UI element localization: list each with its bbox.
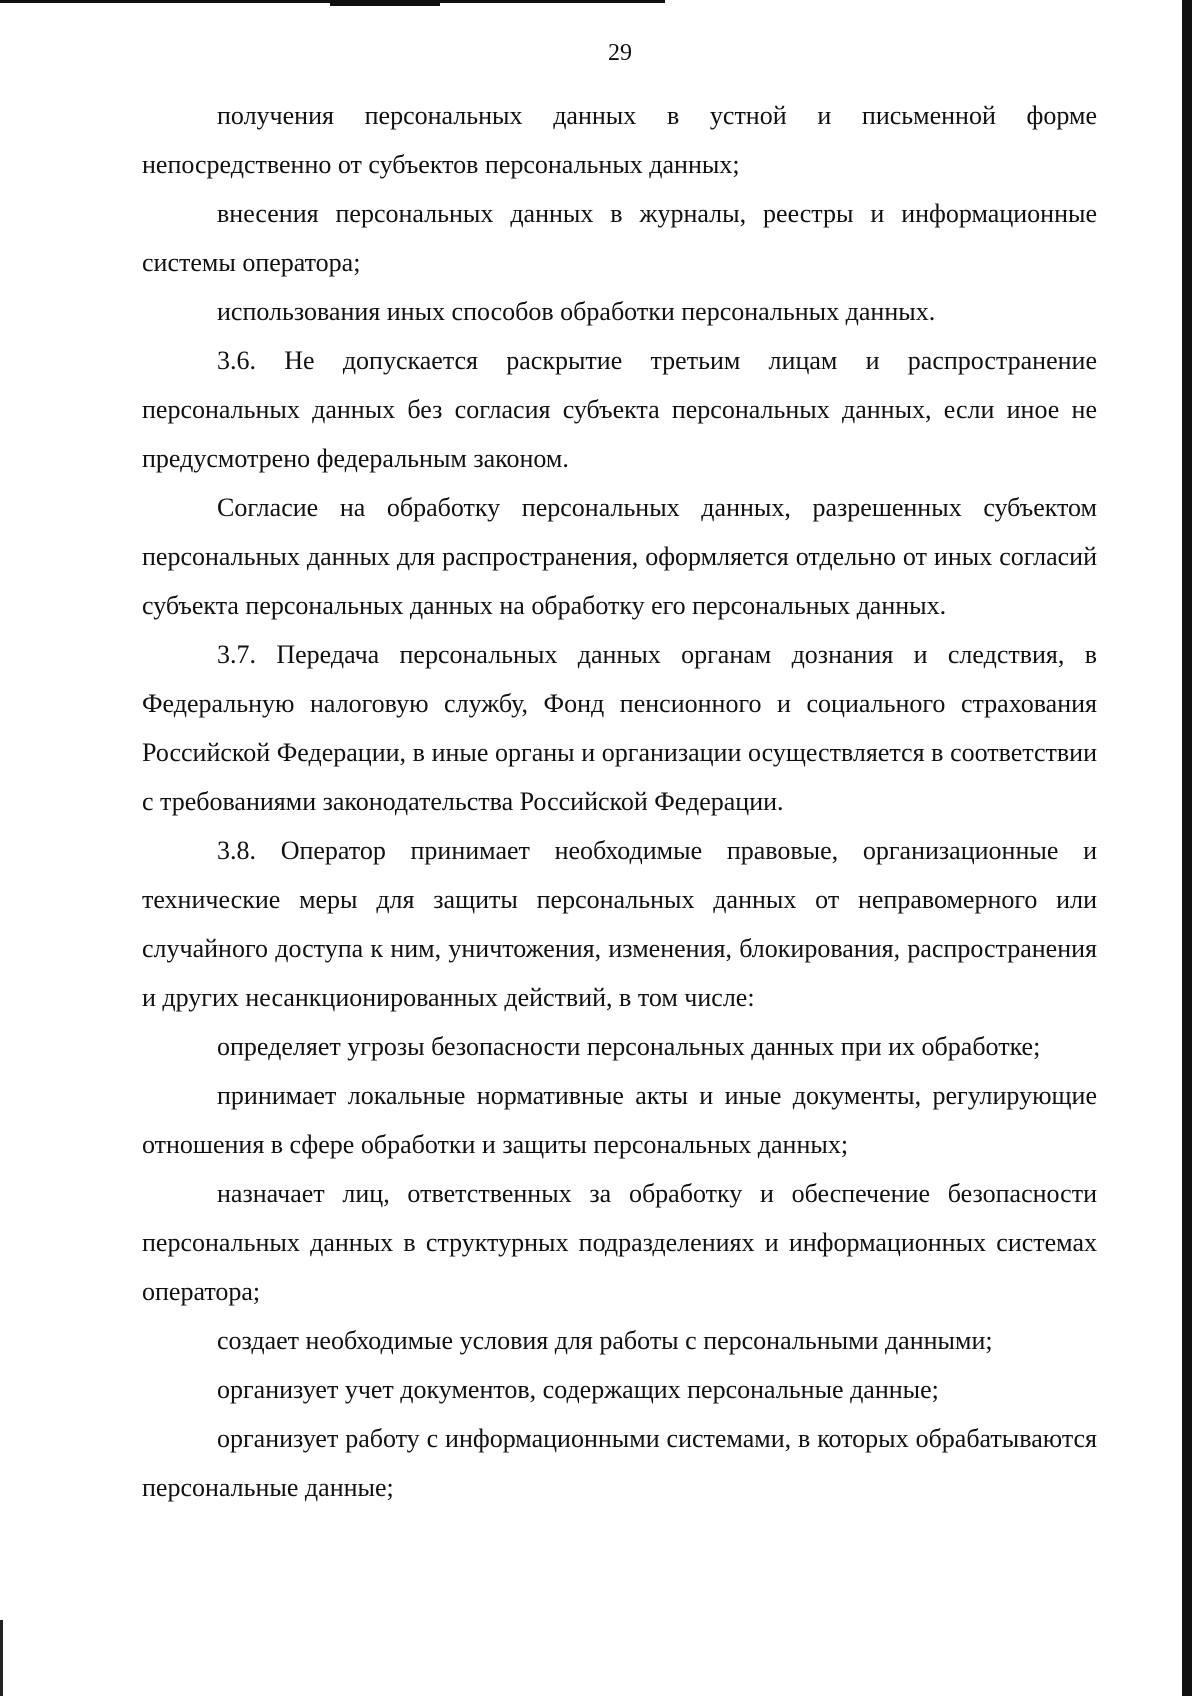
paragraph: использования иных способов обработки персональных данных. xyxy=(217,297,936,326)
scan-left-mark xyxy=(0,1620,3,1696)
paragraph: организует работу с информационными системами, в которых обрабатываются персональные данные; xyxy=(142,1424,1097,1502)
paragraph: назначает лиц, ответственных за обработку и обеспечение безопасности персональных данных в структурных подразделениях и информационных системах оператора; xyxy=(142,1179,1097,1306)
scan-top-border-segment xyxy=(330,0,440,6)
scan-right-border xyxy=(1182,0,1192,1696)
paragraph: определяет угрозы безопасности персональных данных при их обработке; xyxy=(217,1032,1041,1061)
paragraph: внесения персональных данных в журналы, реестры и информационные системы оператора; xyxy=(142,199,1097,277)
paragraph: 3.6. Не допускается раскрытие третьим лицам и распространение персональных данных без согласия субъекта персональных данных, если иное не предусмотрено федеральным законом. xyxy=(142,346,1097,473)
paragraph: Согласие на обработку персональных данных, разрешенных субъектом персональных данных для распространения, оформляется отдельно от иных согласий субъекта персональных данных на обработку его персональных данных. xyxy=(142,493,1097,620)
paragraph: организует учет документов, содержащих персональные данные; xyxy=(217,1375,939,1404)
paragraph: 3.8. Оператор принимает необходимые правовые, организационные и технические меры для защиты персональных данных от неправомерного или случайного доступа к ним, уничтожения, изменения, блокирования, распространения и других несанкционированных действий, в том числе: xyxy=(142,836,1097,1012)
document-body xyxy=(142,91,1097,1512)
paragraph: 3.7. Передача персональных данных органам дознания и следствия, в Федеральную налоговую службу, Фонд пенсионного и социального страхования Российской Федерации, в иные органы и организации осуществляется в соответствии с требованиями законодательства Российской Федерации. xyxy=(142,640,1097,816)
paragraph: получения персональных данных в устной и письменной форме непосредственно от субъектов персональных данных; xyxy=(142,101,1097,179)
paragraph: создает необходимые условия для работы с персональными данными; xyxy=(217,1326,993,1355)
page-number: 29 xyxy=(608,40,632,66)
paragraph: принимает локальные нормативные акты и иные документы, регулирующие отношения в сфере обработки и защиты персональных данных; xyxy=(142,1081,1097,1159)
